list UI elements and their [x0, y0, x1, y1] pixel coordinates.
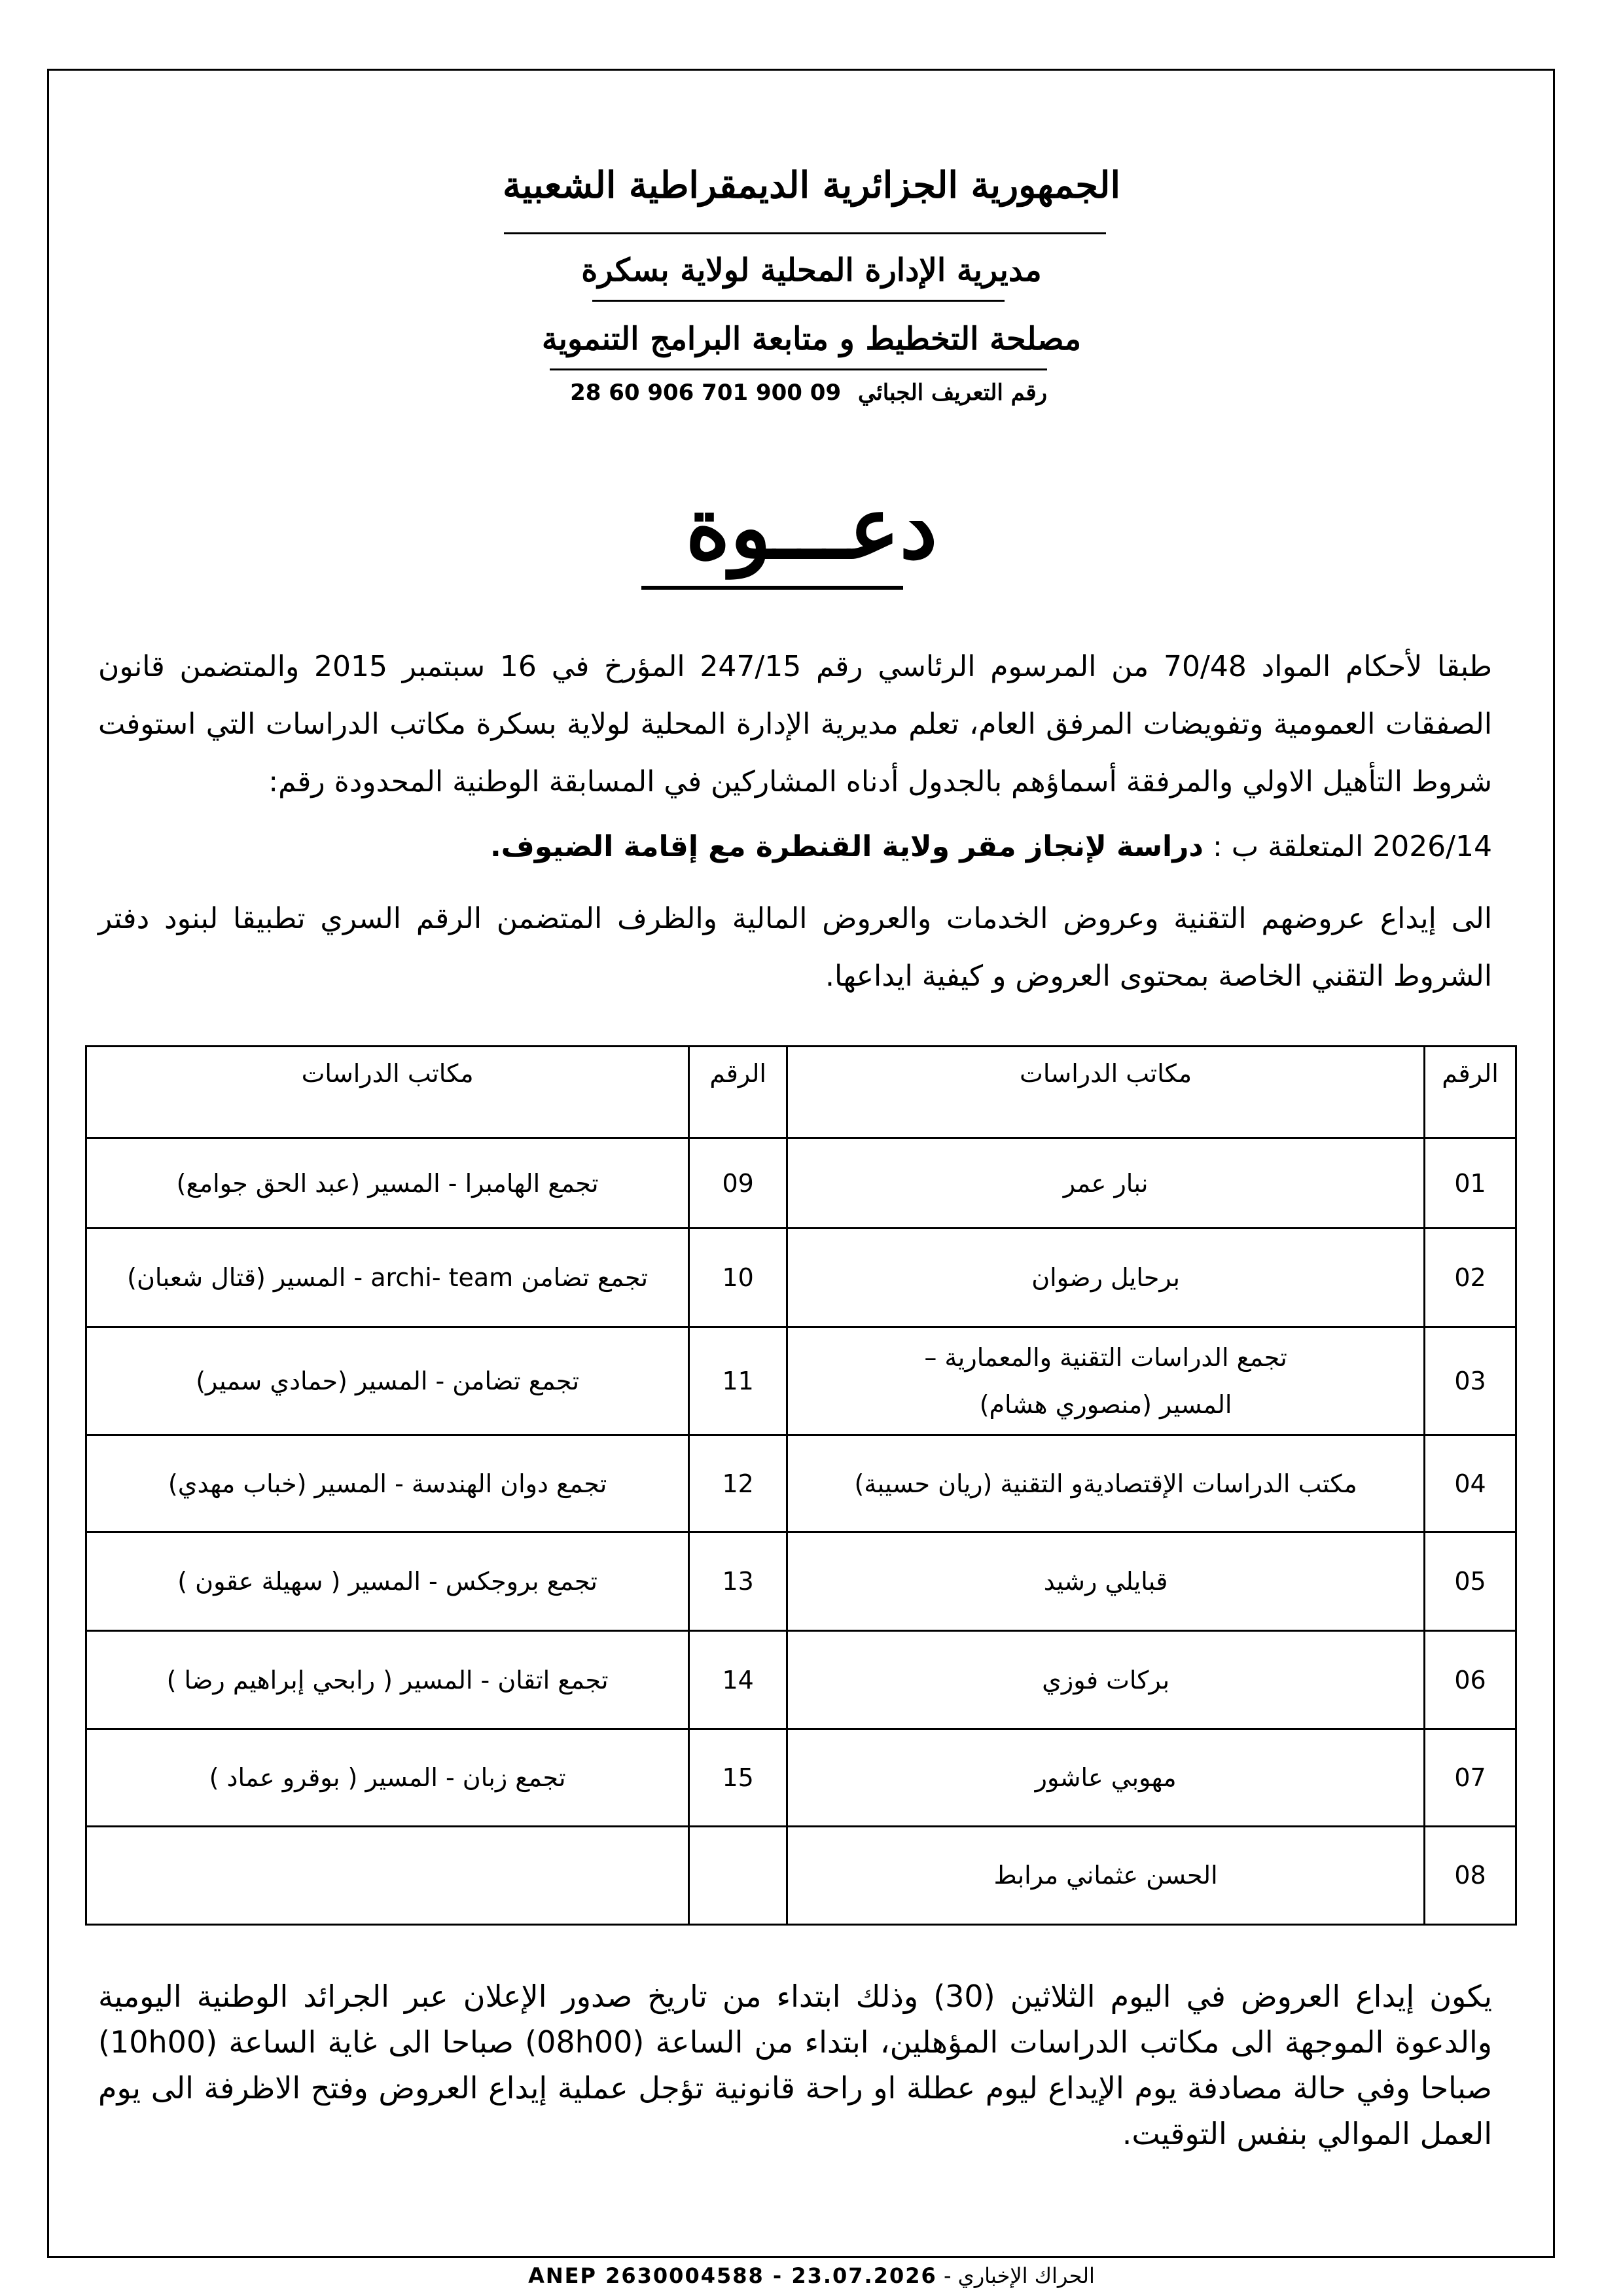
bureau-name: الحسن عثماني مرابط — [787, 1826, 1425, 1924]
deadline-paragraph: يكون إيداع العروض في اليوم الثلاثين (30) وذلك ابتداء من تاريخ صدور الإعلان عبر الجرائد الوطنية اليومية والدعوة الموجهة الى مكاتب الدراسات المؤهلين، ابتداء من الساعة (08h00) صباحا الى غاية الساعة (10h00) صباحا وفي حالة مصادفة يوم الإيداع ليوم عطلة او راحة قانونية تؤجل عملية إيداع العروض وفتح الاظرفة الى يوم العمل الموالي بنفس التوقيت. — [98, 1979, 1493, 2151]
bureau-name: برحايل رضوان — [787, 1229, 1425, 1327]
table-row — [86, 1138, 1516, 1229]
bureaus-table — [85, 1045, 1517, 1926]
directorate-heading: مديرية الإدارة المحلية لولاية بسكرة — [581, 252, 1042, 289]
table-row — [86, 1435, 1516, 1532]
header-bureaus: مكاتب الدراسات — [787, 1047, 1425, 1138]
title-underline — [641, 586, 903, 590]
tax-id — [563, 380, 1047, 406]
footer: ANEP 2630004588 - 23.07.2026 - الحراك الإخباري — [528, 2263, 1095, 2288]
submission-paragraph: الى إيداع عروضهم التقنية وعروض الخدمات والعروض المالية والظرف المتضمن الرقم السري تطبيقا لبنود دفتر الشروط التقني الخاصة بمحتوى العروض و كيفية ايداعها. — [98, 902, 1492, 993]
bureau-name: تجمع الدراسات التقنية والمعمارية – المسير (منصوري هشام) — [787, 1327, 1425, 1435]
bureau-name: تجمع بروجكس - المسير ( سهيلة عقون ) — [86, 1532, 689, 1630]
row-number: 12 — [689, 1435, 787, 1532]
bureau-name: تجمع تضامن - المسير (حمادي سمير) — [86, 1327, 689, 1435]
bureau-name: مهوبي عاشور — [787, 1729, 1425, 1826]
service-heading: مصلحة التخطيط و متابعة البرامج التنموية — [541, 321, 1082, 357]
footer-reference: ANEP 2630004588 - 23.07.2026 — [528, 2263, 937, 2288]
table-row — [86, 1826, 1516, 1924]
table-row — [86, 1229, 1516, 1327]
row-number: 09 — [689, 1138, 787, 1229]
row-number: 13 — [689, 1532, 787, 1630]
subject-paragraph — [98, 818, 1492, 876]
row-number: 08 — [1425, 1826, 1516, 1924]
subject-prefix: المتعلقة ب : — [1212, 830, 1364, 863]
service-underline — [550, 368, 1047, 370]
table-row — [86, 1729, 1516, 1826]
row-number: 06 — [1425, 1630, 1516, 1729]
intro-paragraph: طبقا لأحكام المواد 70/48 من المرسوم الرئاسي رقم 247/15 المؤرخ في 16 سبتمبر 2015 والمتضمن قانون الصفقات العمومية وتفويضات المرفق العام، تعلم مديرية الإدارة المحلية لولاية بسكرة مكاتب الدراسات التي استوفت شروط التأهيل الاولي والمرفقة أسماؤهم بالجدول أدناه المشاركين في المسابقة الوطنية المحدودة رقم: — [98, 650, 1492, 798]
table-row — [86, 1327, 1516, 1435]
row-number: 05 — [1425, 1532, 1516, 1630]
row-number: 15 — [689, 1729, 787, 1826]
table-row — [86, 1630, 1516, 1729]
row-number: 10 — [689, 1229, 787, 1327]
page-title: دعـــوة — [685, 478, 938, 578]
bureau-name — [86, 1826, 689, 1924]
competition-number: 2026/14 — [1372, 830, 1492, 863]
directorate-underline — [592, 300, 1005, 302]
header-bureaus: مكاتب الدراسات — [86, 1047, 689, 1138]
table-header-row — [86, 1047, 1516, 1138]
row-number: 03 — [1425, 1327, 1516, 1435]
bureau-name: نبار عمر — [787, 1138, 1425, 1229]
republic-underline — [504, 232, 1106, 234]
bureau-name: بركات فوزي — [787, 1630, 1425, 1729]
row-number: 04 — [1425, 1435, 1516, 1532]
bureau-name: تجمع اتقان - المسير ( رابحي إبراهيم رضا ) — [86, 1630, 689, 1729]
row-number: 01 — [1425, 1138, 1516, 1229]
bureau-name: تجمع دوان الهندسة - المسير (خباب مهدي) — [86, 1435, 689, 1532]
header-number: الرقم — [689, 1047, 787, 1138]
bureau-name: تجمع الهامبرا - المسير (عبد الحق جوامع) — [86, 1138, 689, 1229]
row-number — [689, 1826, 787, 1924]
table-row — [86, 1532, 1516, 1630]
bureau-name: مكتب الدراسات الإقتصاديةو التقنية (ريان حسيبة) — [787, 1435, 1425, 1532]
bureau-name: تجمع تضامن archi- team - المسير (قتال شعبان) — [86, 1229, 689, 1327]
row-number: 14 — [689, 1630, 787, 1729]
bureau-name: تجمع زبان - المسير ( بوقرو عماد ) — [86, 1729, 689, 1826]
row-number: 02 — [1425, 1229, 1516, 1327]
tax-id-label: رقم التعريف الجبائي — [857, 380, 1047, 406]
republic-heading: الجمهورية الجزائرية الديمقراطية الشعبية — [502, 164, 1120, 207]
row-number: 07 — [1425, 1729, 1516, 1826]
bureau-name: قبايلي رشيد — [787, 1532, 1425, 1630]
tax-id-value: 28 60 906 701 900 09 — [570, 380, 842, 406]
footer-publication: الحراك الإخباري — [957, 2263, 1095, 2288]
subject-text: دراسة لإنجاز مقر ولاية القنطرة مع إقامة الضيوف. — [490, 830, 1204, 863]
header-number: الرقم — [1425, 1047, 1516, 1138]
row-number: 11 — [689, 1327, 787, 1435]
